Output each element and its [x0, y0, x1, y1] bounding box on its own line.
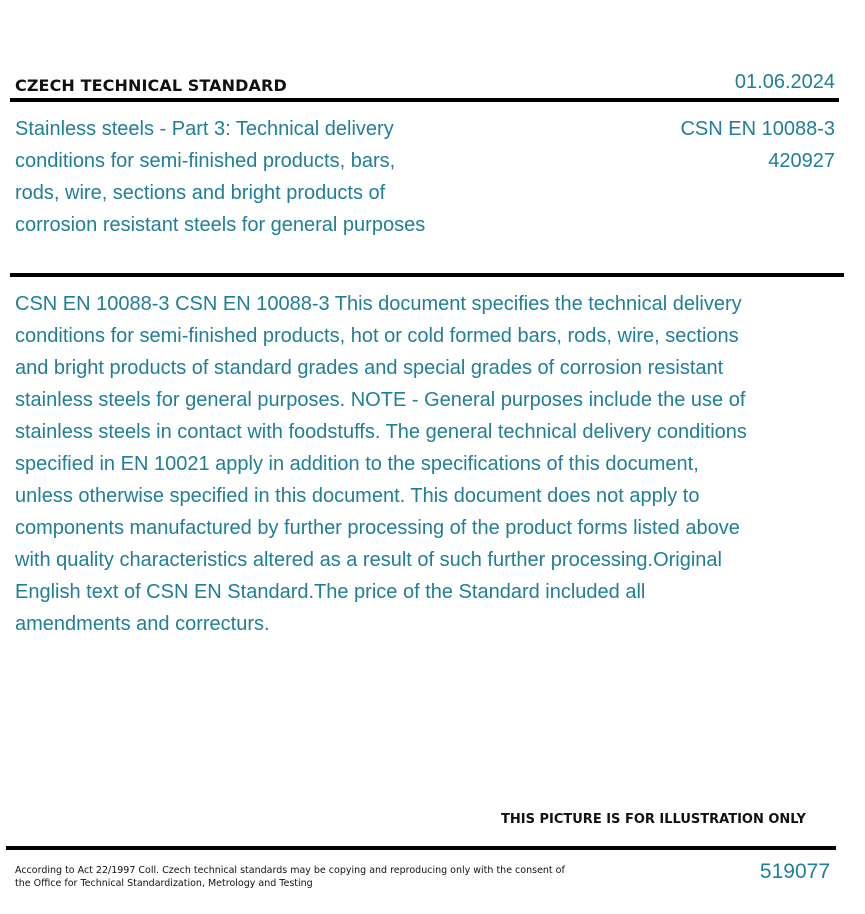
class-number: 420927 — [768, 150, 835, 172]
illustration-disclaimer: THIS PICTURE IS FOR ILLUSTRATION ONLY — [501, 812, 806, 827]
header-divider — [10, 98, 839, 102]
publication-date: 01.06.2024 — [734, 71, 835, 93]
standard-designation: CSN EN 10088-3 — [680, 118, 835, 140]
title-divider — [10, 273, 844, 277]
document-abstract: CSN EN 10088-3 CSN EN 10088-3 This document specifies the technical delivery conditions for semi-finished products, hot or cold formed bars, rods, wire, sections and bright products of standard grades and special grades of corrosion resistant stainless steels for general purposes. NOTE - General purposes include the use of stainless steels in contact with foodstuffs. The general technical delivery conditions specified in EN 10021 apply in addition to the specifications of this document, unless otherwise specified in this document. This document does not apply to components manufactured by further processing of the product forms listed above with quality characteristics altered as a result of such further processing.Original English text of CSN EN Standard.The price of the Standard included all amendments and correcturs. — [15, 293, 747, 635]
catalog-code: 519077 — [759, 860, 830, 883]
legal-note: According to Act 22/1997 Coll. Czech technical standards may be copying and reproducing only with the consent of the Office for Technical Standardization, Metrology and Testing — [15, 865, 565, 889]
document-title: Stainless steels - Part 3: Technical delivery conditions for semi-finished products, bars, rods, wire, sections and bright products of corrosion resistant steels for general purposes — [15, 118, 426, 236]
footer-divider — [6, 846, 836, 850]
standard-label: CZECH TECHNICAL STANDARD — [15, 76, 287, 95]
standard-codes — [680, 113, 835, 177]
